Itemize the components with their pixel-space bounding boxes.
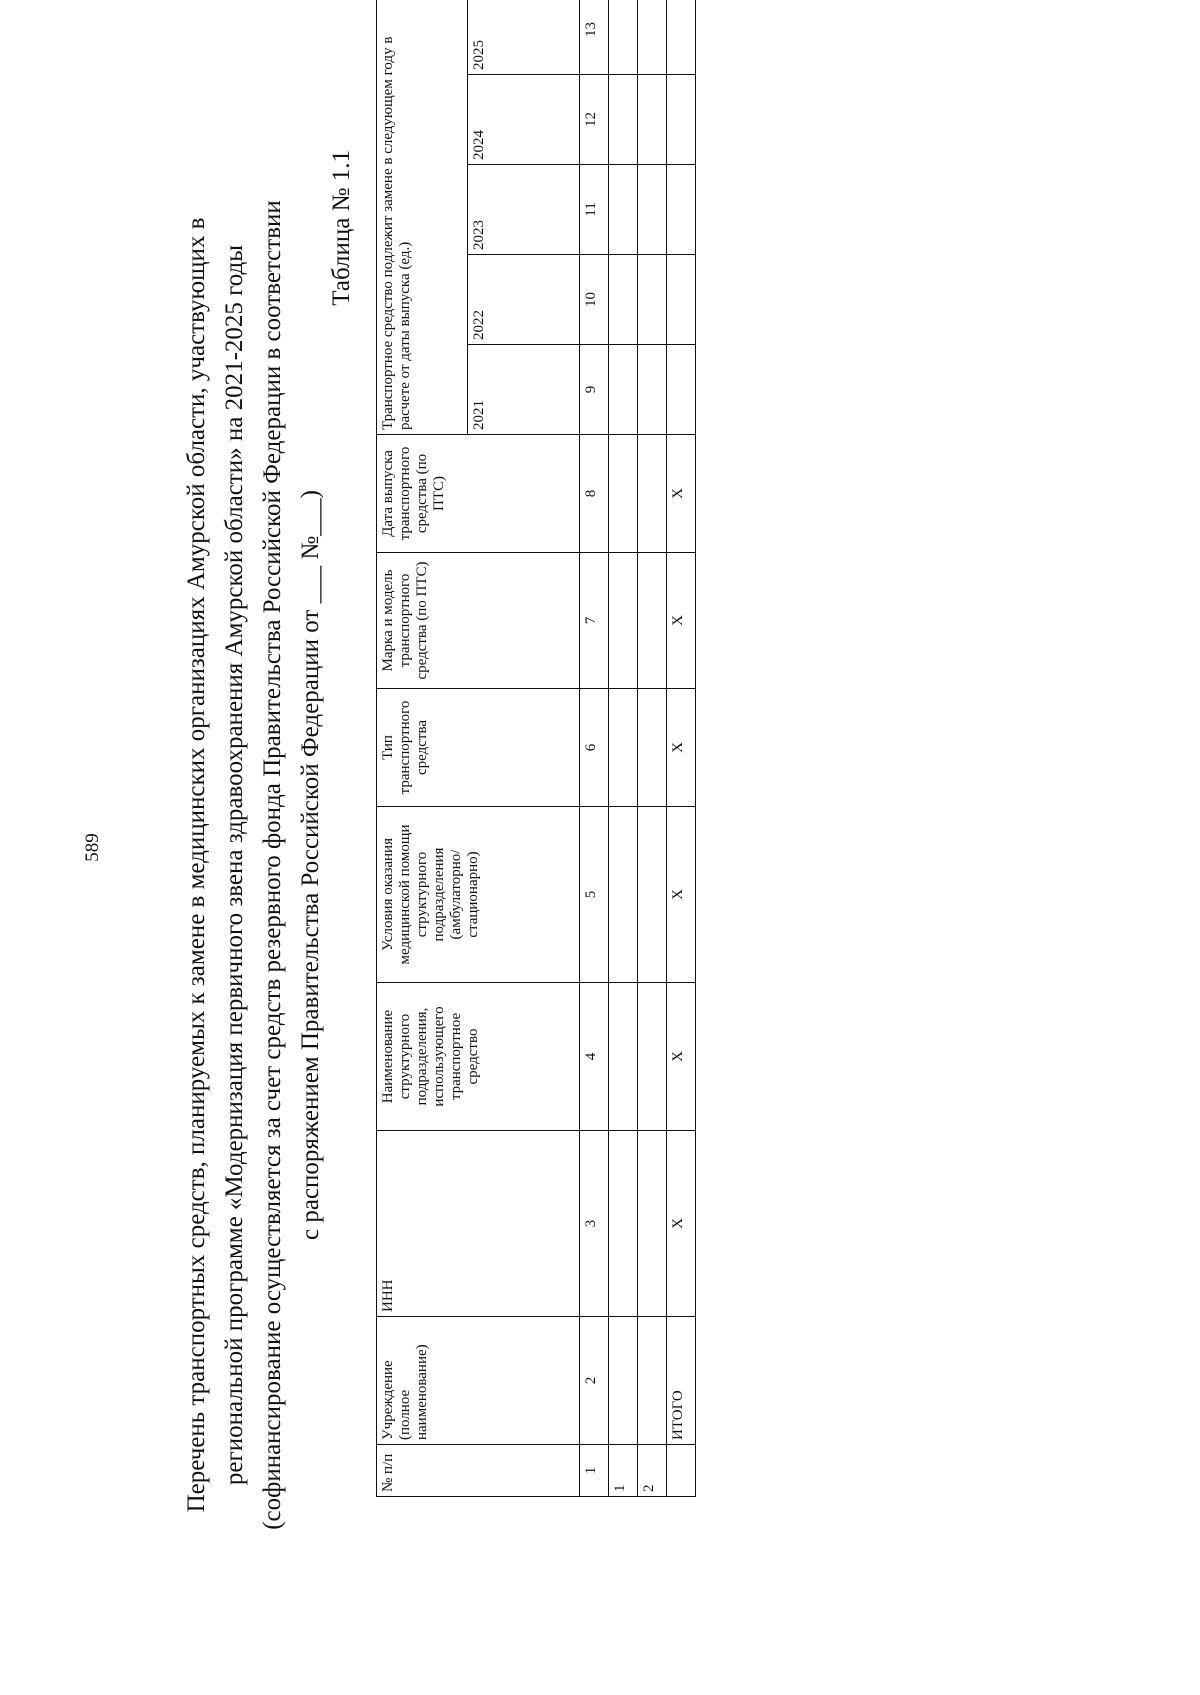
table-cell — [609, 1131, 638, 1317]
table-cell — [667, 75, 696, 165]
header-cell-year: 2024 — [468, 75, 580, 165]
column-number-cell: 3 — [580, 1131, 609, 1317]
table-cell — [667, 165, 696, 255]
title-line: с распоряжением Правительства Российской Федерации от ___ №___) — [297, 490, 324, 1240]
column-number-cell: 2 — [580, 1317, 609, 1445]
header-cell-year: 2023 — [468, 165, 580, 255]
column-number-cell: 1 — [580, 1445, 609, 1497]
table-row — [609, 0, 638, 1497]
header-cell-year: 2022 — [468, 255, 580, 345]
header-cell-number: № п/п — [377, 1445, 580, 1497]
table-cell: Х — [667, 689, 696, 807]
table-cell — [609, 807, 638, 983]
header-cell-conditions: Условия оказания медицинской помощи структурного подразделения (амбулаторно/стационарно) — [377, 807, 580, 983]
table-cell — [638, 689, 667, 807]
header-cell-make-model: Марка и модель транспортного средства (по ПТС) — [377, 553, 580, 689]
column-number-cell: 6 — [580, 689, 609, 807]
table-cell — [638, 255, 667, 345]
table-cell: Х — [667, 983, 696, 1131]
table-cell — [609, 983, 638, 1131]
header-cell-year: 2025 — [468, 0, 580, 75]
table-cell — [638, 553, 667, 689]
header-cell-replacement-group: Транспортное средство подлежит замене в следующем году в расчете от даты выпуска (ед.) — [377, 0, 468, 435]
column-number-cell: 13 — [580, 0, 609, 75]
table-cell — [609, 345, 638, 435]
table-cell — [609, 75, 638, 165]
column-number-cell: 4 — [580, 983, 609, 1131]
column-number-cell: 9 — [580, 345, 609, 435]
table-cell — [638, 983, 667, 1131]
column-number-cell: 7 — [580, 553, 609, 689]
header-cell-year: 2021 — [468, 345, 580, 435]
table-cell — [638, 75, 667, 165]
document-title — [178, 95, 330, 1635]
page-number: 589 — [82, 833, 103, 862]
vehicle-replacement-table — [376, 0, 696, 1497]
table-cell: Х — [667, 807, 696, 983]
table-cell: 1 — [609, 1445, 638, 1497]
table-cell — [638, 165, 667, 255]
table-cell — [638, 435, 667, 553]
table-cell: Х — [667, 1131, 696, 1317]
table-cell: 2 — [638, 1445, 667, 1497]
header-cell-inn: ИНН — [377, 1131, 580, 1317]
table-cell — [667, 1445, 696, 1497]
table-label: Таблица № 1.1 — [328, 150, 355, 306]
column-number-cell: 12 — [580, 75, 609, 165]
table-cell — [609, 689, 638, 807]
table-cell — [638, 1131, 667, 1317]
table-cell — [638, 1317, 667, 1445]
table-cell: Х — [667, 435, 696, 553]
table-cell — [609, 0, 638, 75]
header-cell-release-date: Дата выпуска транспортного средства (по ПТС) — [377, 435, 580, 553]
column-number-cell: 5 — [580, 807, 609, 983]
header-cell-vehicle-type: Тип транспортного средства — [377, 689, 580, 807]
header-cell-subdivision: Наименование структурного подразделения, использующего транспортное средство — [377, 983, 580, 1131]
table-cell — [638, 0, 667, 75]
table-row — [667, 0, 696, 1497]
title-line: региональной программе «Модернизация первичного звена здравоохранения Амурской области» на 2021-2025 годы — [221, 244, 248, 1486]
column-number-cell: 11 — [580, 165, 609, 255]
table-cell — [609, 165, 638, 255]
header-cell-institution: Учреждение (полное наименование) — [377, 1317, 580, 1445]
table-cell — [609, 1317, 638, 1445]
header-row — [377, 0, 468, 1497]
table-cell — [667, 255, 696, 345]
table-cell — [667, 345, 696, 435]
table-cell — [609, 553, 638, 689]
table-row — [638, 0, 667, 1497]
title-line: (софинансирование осуществляется за счет средств резервного фонда Правительства Российской Федерации в соответствии — [259, 200, 286, 1530]
column-number-cell: 8 — [580, 435, 609, 553]
table-cell — [609, 435, 638, 553]
table-cell — [638, 345, 667, 435]
table-cell — [667, 0, 696, 75]
column-number-cell: 10 — [580, 255, 609, 345]
title-line: Перечень транспортных средств, планируемых к замене в медицинских организациях Амурской области, участвующих в — [183, 217, 210, 1513]
column-number-row — [580, 0, 609, 1497]
table-cell — [638, 807, 667, 983]
table-cell: ИТОГО — [667, 1317, 696, 1445]
table-cell: Х — [667, 553, 696, 689]
table-cell — [609, 255, 638, 345]
